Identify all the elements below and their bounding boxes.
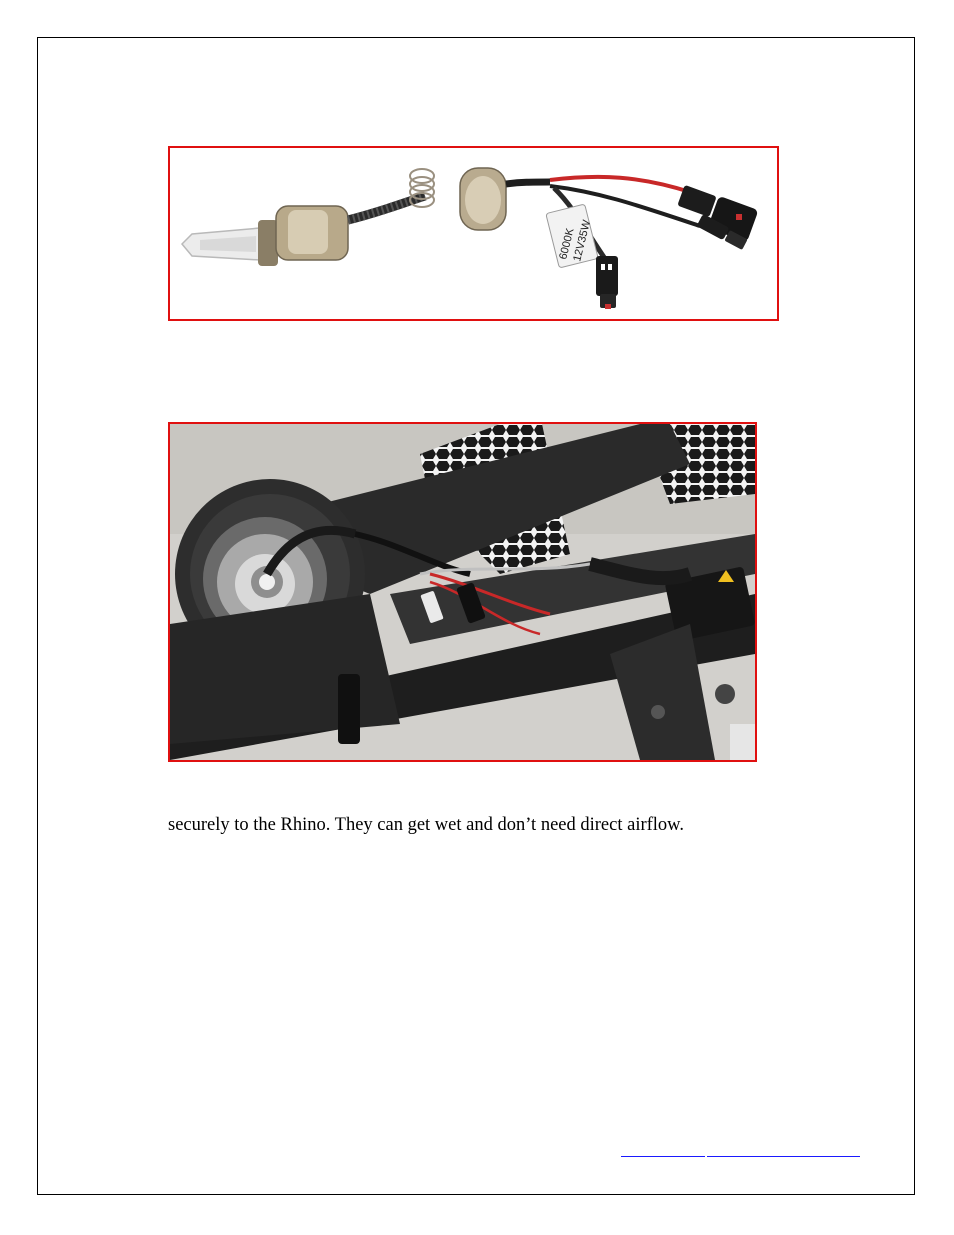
hid-bulb-photo <box>168 146 779 321</box>
footer-link-underline-1[interactable] <box>621 1156 705 1157</box>
bulb-label-line1: 6000K <box>557 226 577 261</box>
body-paragraph: securely to the Rhino. They can get wet and don’t need direct airflow. <box>168 815 684 835</box>
install-illustration <box>170 424 755 760</box>
bulb-label-line2: 12V35W <box>571 218 594 263</box>
install-photo <box>168 422 757 762</box>
footer-link-underline-2[interactable] <box>707 1156 860 1157</box>
hid-bulb-illustration <box>170 148 777 319</box>
